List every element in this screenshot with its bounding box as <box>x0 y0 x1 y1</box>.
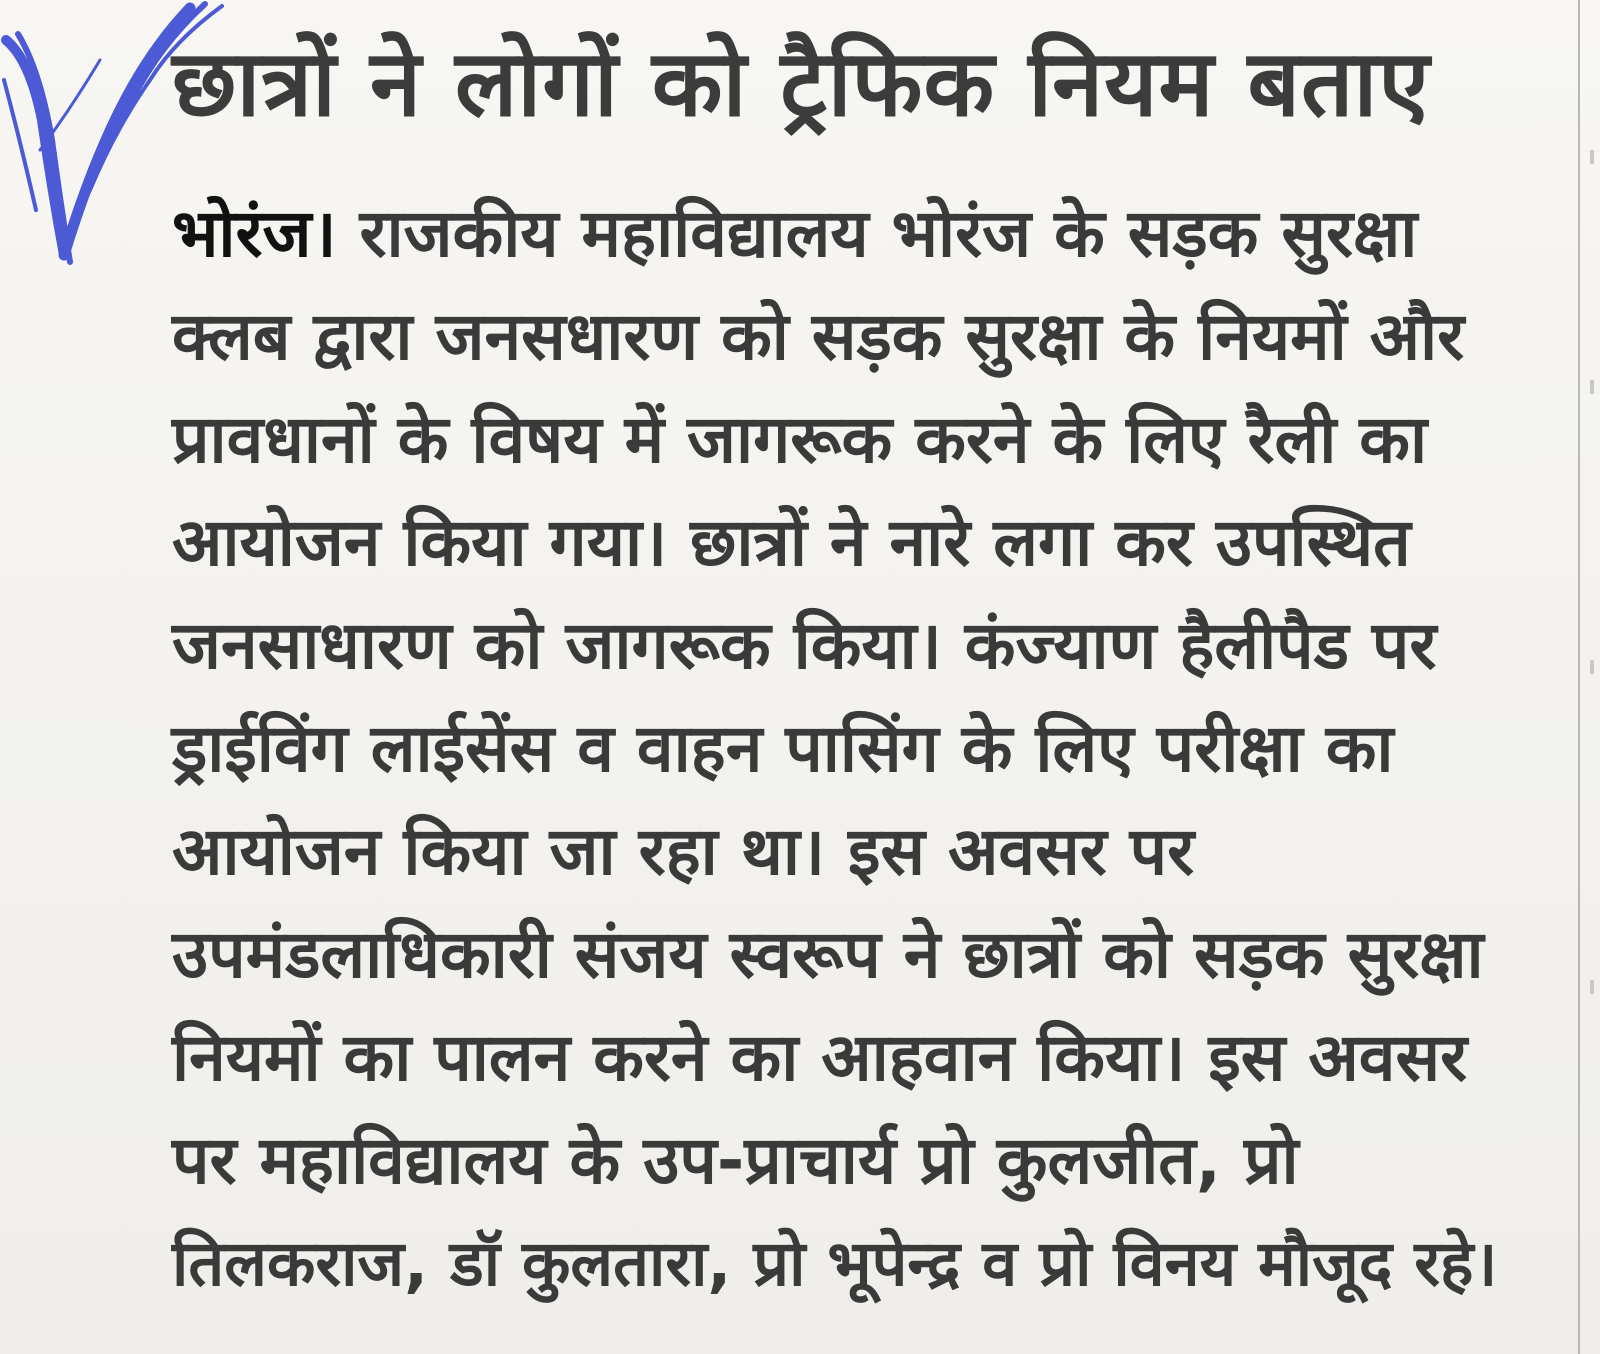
border-dash <box>1590 660 1594 674</box>
article-body <box>172 182 1502 1315</box>
column-border <box>1578 0 1580 1354</box>
headline: छात्रों ने लोगों को ट्रैफिक नियम बताए <box>172 30 1431 137</box>
dateline: भोरंज। <box>172 195 337 272</box>
body-line-4: आयोजन किया गया। छात्रों ने नारे लगा कर उपस्थित <box>172 504 1411 581</box>
border-dash <box>1590 980 1594 994</box>
body-line-11: तिलकराज, डॉ कुलतारा, प्रो भूपेन्द्र व प्रो विनय मौजूद रहे। <box>172 1227 1498 1300</box>
body-line-1-text: राजकीय महाविद्यालय भोरंज के सड़क सुरक्षा <box>336 195 1418 272</box>
body-line-9: नियमों का पालन करने का आहवान किया। इस अवसर <box>172 1019 1468 1096</box>
body-line-7: आयोजन किया जा रहा था। इस अवसर पर <box>172 813 1195 890</box>
body-line-8: उपमंडलाधिकारी संजय स्वरूप ने छात्रों को सड़क सुरक्षा <box>172 916 1484 993</box>
border-dash <box>1590 150 1594 164</box>
body-line-5: जनसाधारण को जागरूक किया। कंज्याण हैलीपैड पर <box>172 607 1437 684</box>
body-line-10: पर महाविद्यालय के उप-प्राचार्य प्रो कुलजीत, प्रो <box>172 1122 1299 1199</box>
body-line-3: प्रावधानों के विषय में जागरूक करने के लिए रैली का <box>172 401 1428 478</box>
border-dash <box>1590 380 1594 394</box>
body-line-2: क्लब द्वारा जनसधारण को सड़क सुरक्षा के नियमों और <box>172 298 1465 375</box>
body-line-1 <box>172 182 1502 285</box>
body-line-6: ड्राईविंग लाईसेंस व वाहन पासिंग के लिए परीक्षा का <box>172 710 1394 787</box>
